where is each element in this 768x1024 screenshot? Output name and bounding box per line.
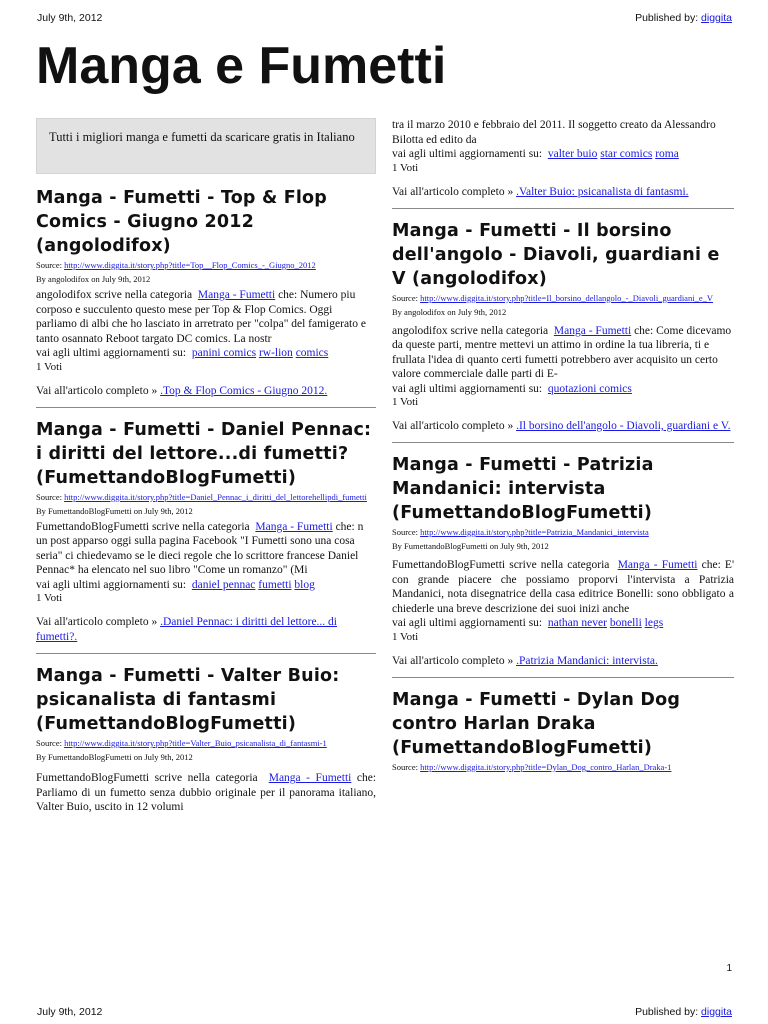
header-publisher <box>635 12 732 24</box>
article-body <box>36 771 376 815</box>
article-divider <box>36 407 376 408</box>
article-tags <box>36 346 376 361</box>
article-tags <box>392 147 734 162</box>
continuation-text: tra il marzo 2010 e febbraio del 2011. Il soggetto creato da Alessandro Bilotta ed edito da <box>392 119 716 146</box>
article-body <box>36 520 376 578</box>
readmore-prefix: Vai all'articolo completo » <box>392 420 514 432</box>
article-patrizia-mandanici <box>392 453 734 669</box>
article-votes: 1 Voti <box>36 592 63 604</box>
source-label: Source: <box>36 738 62 748</box>
article-readmore <box>392 419 734 434</box>
article-divider <box>36 653 376 654</box>
footer-published-label: Published by: <box>635 1006 699 1018</box>
source-label: Source: <box>36 260 62 270</box>
source-label: Source: <box>392 527 418 537</box>
tags-prefix: vai agli ultimi aggiornamenti su: <box>392 617 543 629</box>
article-title: Manga - Fumetti - Daniel Pennac: i diritti del lettore...di fumetti? (FumettandoBlogFumetti) <box>36 419 372 488</box>
tag-link[interactable]: rw-lion <box>258 347 293 359</box>
right-column <box>392 118 734 773</box>
article-byline: By angolodifox on July 9th, 2012 <box>392 306 507 317</box>
article-intro: FumettandoBlogFumetti scrive nella categoria <box>36 772 258 784</box>
tag-link[interactable]: star comics <box>600 148 653 160</box>
article-byline: By FumettandoBlogFumetti on July 9th, 2012 <box>392 541 549 551</box>
readmore-prefix: Vai all'articolo completo » <box>36 384 158 397</box>
page-number: 1 <box>726 963 732 974</box>
header-date: July 9th, 2012 <box>37 12 103 24</box>
footer-date: July 9th, 2012 <box>37 1006 103 1018</box>
article-top-flop <box>36 186 376 399</box>
article-title: Manga - Fumetti - Dylan Dog contro Harlan Draka (FumettandoBlogFumetti) <box>392 689 681 758</box>
article-intro: angolodifox scrive nella categoria <box>392 324 549 337</box>
article-source <box>392 762 734 773</box>
header-publisher-link[interactable]: diggita <box>701 12 732 24</box>
article-source <box>392 527 734 538</box>
tag-link[interactable]: roma <box>655 148 679 160</box>
source-label: Source: <box>392 761 418 772</box>
readmore-prefix: Vai all'articolo completo » <box>36 616 158 628</box>
readmore-link[interactable]: .Top & Flop Comics - Giugno 2012. <box>160 384 328 397</box>
article-source <box>36 492 376 503</box>
article-byline: By angolodifox on July 9th, 2012 <box>36 274 151 284</box>
article-body <box>392 558 734 616</box>
category-link[interactable]: Manga - Fumetti <box>197 289 276 301</box>
category-link[interactable]: Manga - Fumetti <box>553 324 632 337</box>
article-continuation <box>392 118 734 200</box>
article-title: Manga - Fumetti - Valter Buio: psicanalista di fantasmi (FumettandoBlogFumetti) <box>36 666 340 734</box>
article-body <box>36 288 376 346</box>
article-title: Manga - Fumetti - Il borsino dell'angolo - Diavoli, guardiani e V (angolodifox) <box>392 220 720 289</box>
article-excerpt: che: n un post apparso oggi sulla pagina Facebook "I Fumetti sono una cosa seria" ci chiedevamo se le dieci regole che lo scrittore francese Daniel Pennac* ha elencato nel suo libro "Come un romanzo" (Mi <box>36 520 364 576</box>
tag-link[interactable]: comics <box>295 347 329 359</box>
readmore-link[interactable]: .Valter Buio: psicanalista di fantasmi. <box>516 185 689 198</box>
article-source <box>36 738 376 749</box>
tag-link[interactable]: legs <box>644 617 664 629</box>
source-link[interactable]: http://www.diggita.it/story.php?title=Dylan_Dog_contro_Harlan_Draka-1 <box>420 761 672 772</box>
category-link[interactable]: Manga - Fumetti <box>255 520 333 533</box>
article-readmore <box>36 384 376 399</box>
tag-link[interactable]: fumetti <box>258 578 292 591</box>
source-label: Source: <box>36 491 62 502</box>
article-tags <box>392 382 734 397</box>
tag-link[interactable]: quotazioni comics <box>547 382 632 395</box>
article-votes: 1 Voti <box>392 630 419 643</box>
article-excerpt: che: Parliamo di un fumetto senza dubbio originale per il panorama italiano, Valter Buio, uscito in 12 volumi <box>36 772 377 813</box>
left-column <box>36 118 376 815</box>
article-readmore <box>36 615 376 645</box>
article-byline: By FumettandoBlogFumetti on July 9th, 2012 <box>36 505 193 516</box>
intro-box: Tutti i migliori manga e fumetti da scaricare gratis in Italiano <box>36 118 376 174</box>
readmore-prefix: Vai all'articolo completo » <box>392 185 514 198</box>
article-tags <box>392 616 734 631</box>
readmore-link[interactable]: .Patrizia Mandanici: intervista. <box>516 654 658 667</box>
site-title: Manga e Fumetti <box>36 37 447 95</box>
article-source <box>392 293 734 304</box>
tag-link[interactable]: bonelli <box>609 617 642 629</box>
readmore-prefix: Vai all'articolo completo » <box>392 654 514 667</box>
source-link[interactable]: http://www.diggita.it/story.php?title=Il_borsino_dellangolo_-_Diavoli_guardiani_e_V <box>420 292 713 303</box>
page-header <box>37 12 732 26</box>
source-link[interactable]: http://www.diggita.it/story.php?title=Top__Flop_Comics_-_Giugno_2012 <box>64 260 316 270</box>
tags-prefix: vai agli ultimi aggiornamenti su: <box>392 148 543 160</box>
article-divider <box>392 208 734 209</box>
article-intro: FumettandoBlogFumetti scrive nella categoria <box>36 520 250 533</box>
article-votes: 1 Voti <box>392 396 419 408</box>
article-title: Manga - Fumetti - Top & Flop Comics - Giugno 2012 (angolodifox) <box>36 188 328 256</box>
article-tags <box>36 578 376 593</box>
source-link[interactable]: http://www.diggita.it/story.php?title=Valter_Buio_psicanalista_di_fantasmi-1 <box>64 738 327 748</box>
tags-prefix: vai agli ultimi aggiornamenti su: <box>392 382 543 395</box>
article-divider <box>392 442 734 443</box>
tag-link[interactable]: nathan never <box>547 617 607 629</box>
tag-link[interactable]: panini comics <box>191 347 257 359</box>
tag-link[interactable]: blog <box>294 578 315 591</box>
article-intro: angolodifox scrive nella categoria <box>36 289 193 301</box>
article-source <box>36 260 376 271</box>
article-byline: By FumettandoBlogFumetti on July 9th, 2012 <box>36 752 193 762</box>
article-excerpt: che: Numero piu corposo e succulento questo mese per Top & Flop Comics. Oggi parliamo di albi che ho lasciato in arretrato per "colpa" del famigerato e tanto osannato Reboot targato DC comics. La nostr <box>36 289 366 345</box>
page-footer <box>37 1006 732 1020</box>
article-divider <box>392 677 734 678</box>
category-link[interactable]: Manga - Fumetti <box>617 559 698 571</box>
category-link[interactable]: Manga - Fumetti <box>268 772 352 784</box>
tags-prefix: vai agli ultimi aggiornamenti su: <box>36 578 187 591</box>
article-title: Manga - Fumetti - Patrizia Mandanici: intervista (FumettandoBlogFumetti) <box>392 455 654 523</box>
tag-link[interactable]: valter buio <box>547 148 598 160</box>
article-excerpt: che: Come dicevamo da queste parti, mentre mettevi un attimo in ordine la tua libreria, ti e frullata l'idea di quanto certi fumetti potrebbero aver acquisito un certo valore commerciale dalle parti di E- <box>392 324 732 380</box>
footer-publisher <box>635 1006 732 1018</box>
header-published-label: Published by: <box>635 12 699 24</box>
article-borsino <box>392 219 734 435</box>
tag-link[interactable]: daniel pennac <box>191 578 256 591</box>
source-link[interactable]: http://www.diggita.it/story.php?title=Patrizia_Mandanici_intervista <box>420 527 649 537</box>
article-body <box>392 324 734 382</box>
article-excerpt: che: E' con grande piacere che possiamo proporvi l'intervista a Patrizia Mandanici, nota disegnatrice della casa editrice Bonelli: sono obbligato a chiederle una breve descrizione dei suoi inizi anche <box>392 559 735 615</box>
article-intro: FumettandoBlogFumetti scrive nella categoria <box>392 559 610 571</box>
readmore-link[interactable]: .Daniel Pennac: i diritti del lettore... di fumetti?. <box>36 616 338 643</box>
source-link[interactable]: http://www.diggita.it/story.php?title=Daniel_Pennac_i_diritti_del_lettorehellipdi_fumetti <box>64 491 367 502</box>
article-dylan-dog <box>392 688 734 773</box>
article-daniel-pennac <box>36 418 376 646</box>
readmore-link[interactable]: .Il borsino dell'angolo - Diavoli, guardiani e V. <box>516 420 731 432</box>
footer-publisher-link[interactable]: diggita <box>701 1006 732 1018</box>
article-valter-buio <box>36 664 376 815</box>
article-votes: 1 Voti <box>36 360 63 373</box>
article-votes: 1 Voti <box>392 161 419 174</box>
article-readmore <box>392 185 734 200</box>
source-label: Source: <box>392 292 418 303</box>
article-readmore <box>392 654 734 669</box>
tags-prefix: vai agli ultimi aggiornamenti su: <box>36 347 187 359</box>
